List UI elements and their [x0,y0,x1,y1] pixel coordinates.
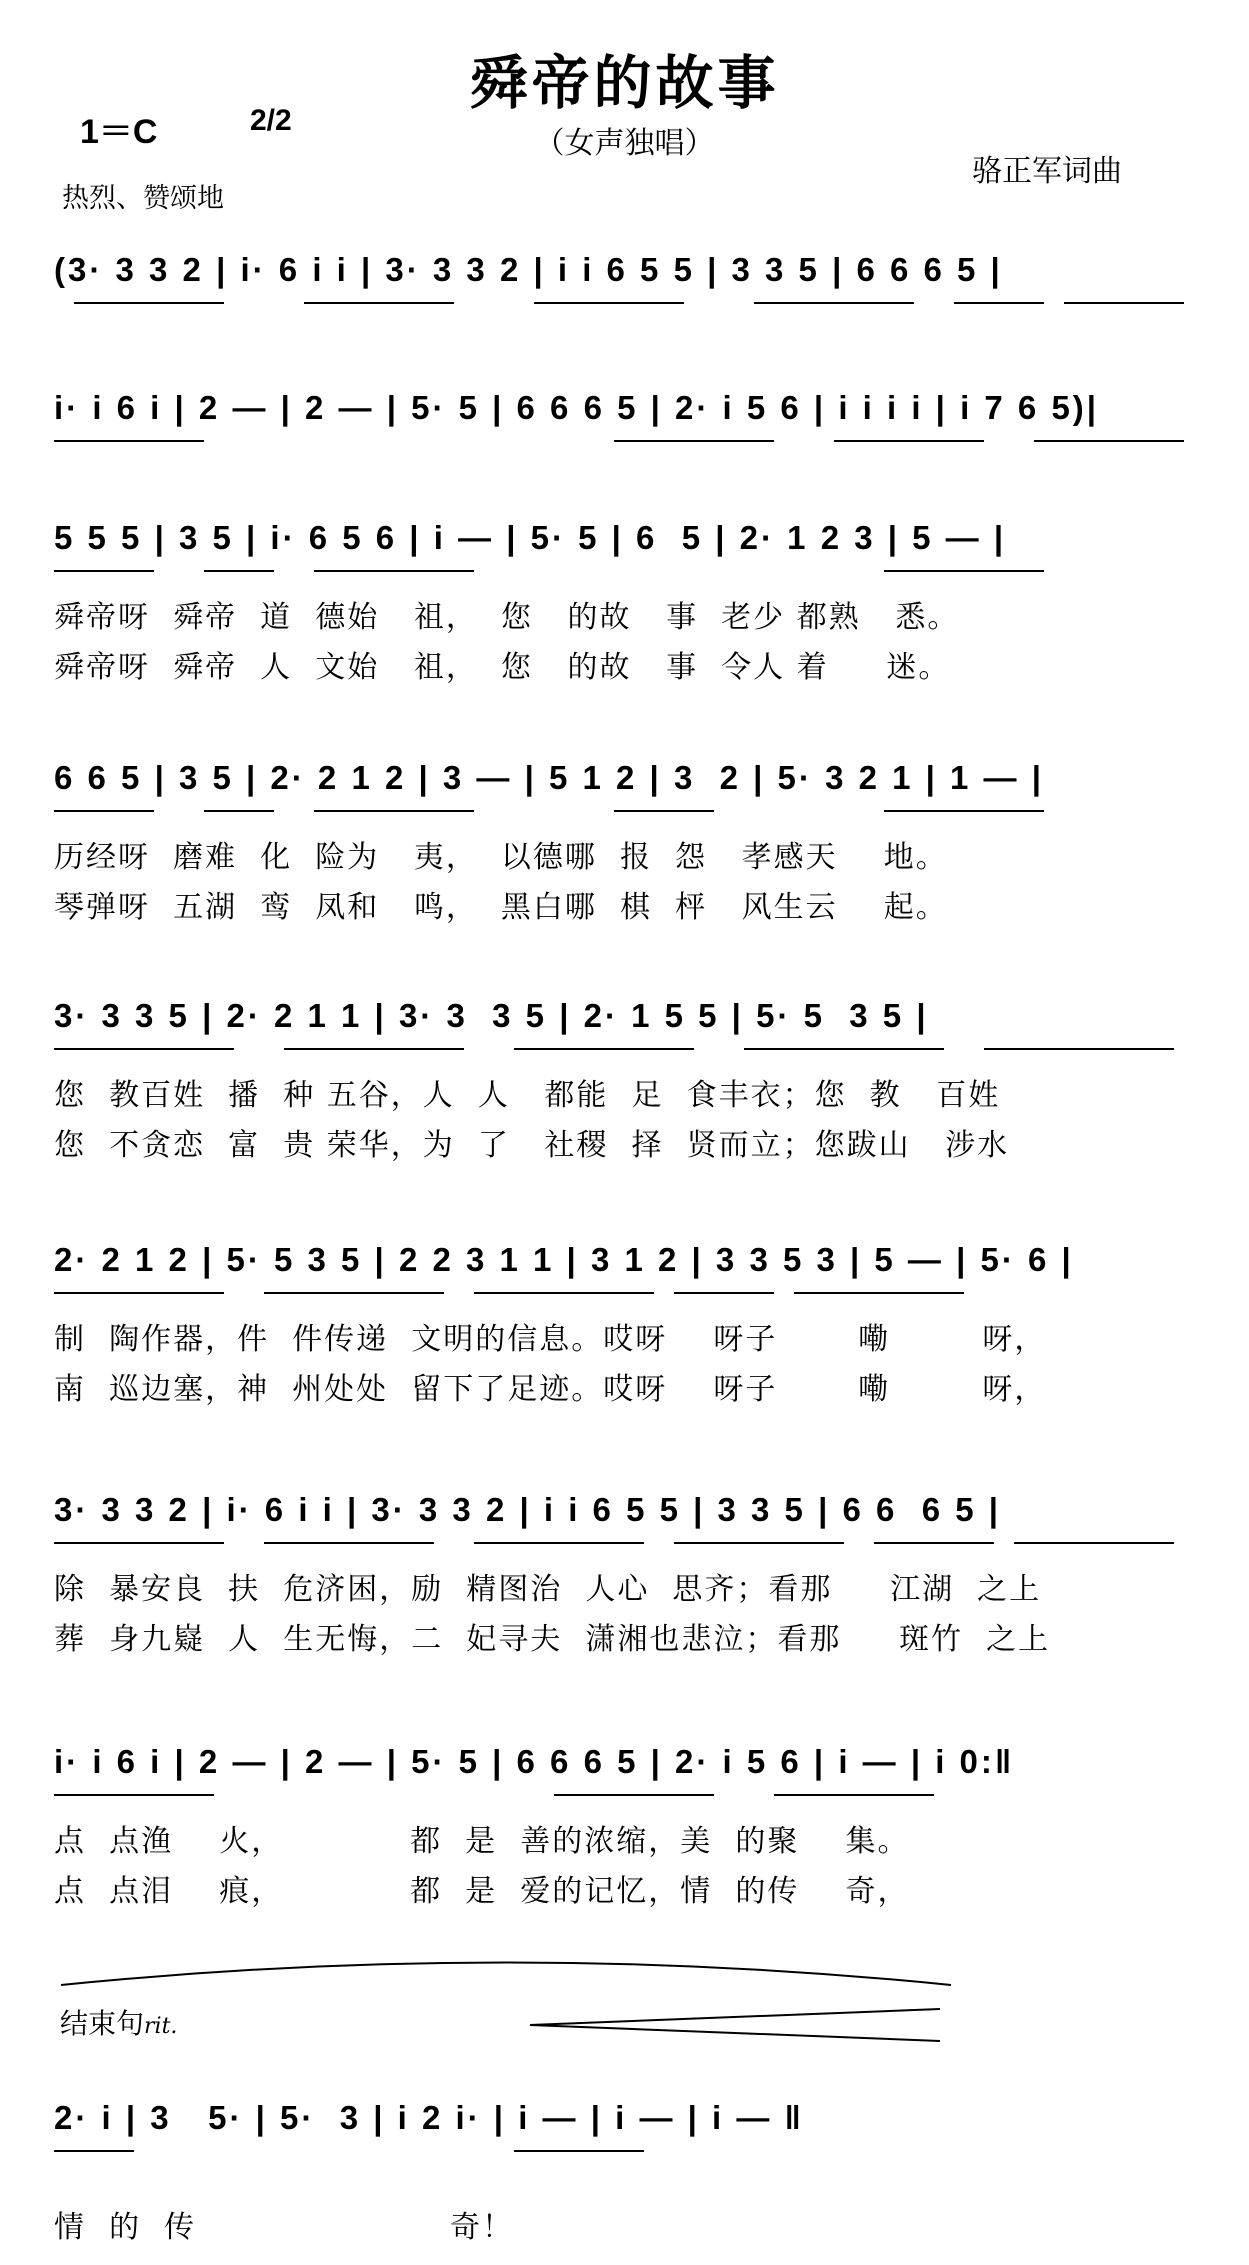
crescendo-hairpin [530,2005,950,2045]
lyric-verse-2: 点 点泪 痕， 都 是 爱的记忆，情 的传 奇， [54,1874,910,1909]
notation-line: i· i 6 i | 2 — | 2 — | 5· 5 | 6 6 6 5 | 2· i 5 6 | i i i i | i 7 6 5)| [54,389,1100,426]
notation-line: 2· i | 3 5· | 5· 3 | i 2 i· | i — | i — | i — ‖ [54,2099,804,2136]
coda-label-text: 结束句 [60,2007,145,2040]
phrase-slur [56,1950,956,1990]
song-title: 舜帝的故事 [469,49,780,117]
notation-line: 5 5 5 | 3 5 | i· 6 5 6 | i — | 5· 5 | 6 5 | 2· 1 2 3 | 5 — | [54,519,1007,556]
beam-lines [54,810,1199,828]
beam-lines [54,1542,1199,1560]
lyric-verse-2: 南 巡边塞，神 州处处 留下了足迹。哎呀 呀子 嘞 呀， [54,1372,1047,1407]
lyric-verse-2: 舜帝呀 舜帝 人 文始 祖， 您 的故 事 令人 着 迷。 [54,650,951,685]
notation-line: 6 6 5 | 3 5 | 2· 2 1 2 | 3 — | 5 1 2 | 3 2 | 5· 3 2 1 | 1 — | [54,759,1044,796]
beam-lines [54,302,1199,320]
lyric-coda: 情 的 传 奇！ [54,2210,514,2245]
notation-line: 2· 2 1 2 | 5· 5 3 5 | 2 2 3 1 1 | 3 1 2 | 3 3 5 3 | 5 — | 5· 6 | [54,1241,1074,1278]
tempo-marking: 热烈、赞颂地 [62,183,224,214]
beam-lines [54,1794,1199,1812]
beam-lines [54,570,1199,588]
coda-label [60,2002,177,2042]
lyric-verse-1: 制 陶作器，件 件传递 文明的信息。哎呀 呀子 嘞 呀， [54,1322,1047,1357]
lyric-verse-2: 琴弹呀 五湖 鸾 凤和 鸣， 黑白哪 棋 枰 风生云 起。 [54,890,948,925]
lyric-verse-2: 您 不贪恋 富 贵 荣华，为 了 社稷 择 贤而立；您跋山 涉水 [54,1128,1010,1163]
time-signature: 2/2 [250,104,292,137]
lyric-verse-2: 葬 身九嶷 人 生无悔，二 妃寻夫 潇湘也悲泣；看那 斑竹 之上 [54,1622,1051,1657]
notation-line: (3· 3 3 2 | i· 6 i i | 3· 3 3 2 | i i 6 5 5 | 3 3 5 | 6 6 6 5 | [54,251,1003,288]
beam-lines [54,2150,1199,2168]
notation-line: 3· 3 3 5 | 2· 2 1 1 | 3· 3 3 5 | 2· 1 5 5 | 5· 5 3 5 | [54,997,929,1034]
lyric-verse-1: 舜帝呀 舜帝 道 德始 祖， 您 的故 事 老少 都熟 悉。 [54,600,960,635]
song-subtitle: （女声独唱） [534,126,715,161]
notation-line: 3· 3 3 2 | i· 6 i i | 3· 3 3 2 | i i 6 5 5 | 3 3 5 | 6 6 6 5 | [54,1491,1001,1528]
lyric-verse-1: 历经呀 磨难 化 险为 夷， 以德哪 报 怨 孝感天 地。 [54,840,948,875]
notation-line: i· i 6 i | 2 — | 2 — | 5· 5 | 6 6 6 5 | 2· i 5 6 | i — | i 0:‖ [54,1743,1015,1780]
beam-lines [54,1292,1199,1310]
beam-lines [54,1048,1199,1066]
lyric-verse-1: 除 暴安良 扶 危济困，励 精图治 人心 思齐；看那 江湖 之上 [54,1572,1042,1607]
lyric-verse-1: 点 点渔 火， 都 是 善的浓缩，美 的聚 集。 [54,1824,910,1859]
ritardando-mark: rit. [144,2014,178,2039]
beam-lines [54,440,1199,458]
key-signature: 1＝C [80,113,158,151]
lyric-verse-1: 您 教百姓 播 种 五谷，人 人 都能 足 食丰衣；您 教 百姓 [54,1078,1001,1113]
composer-credit: 骆正军词曲 [972,154,1122,189]
